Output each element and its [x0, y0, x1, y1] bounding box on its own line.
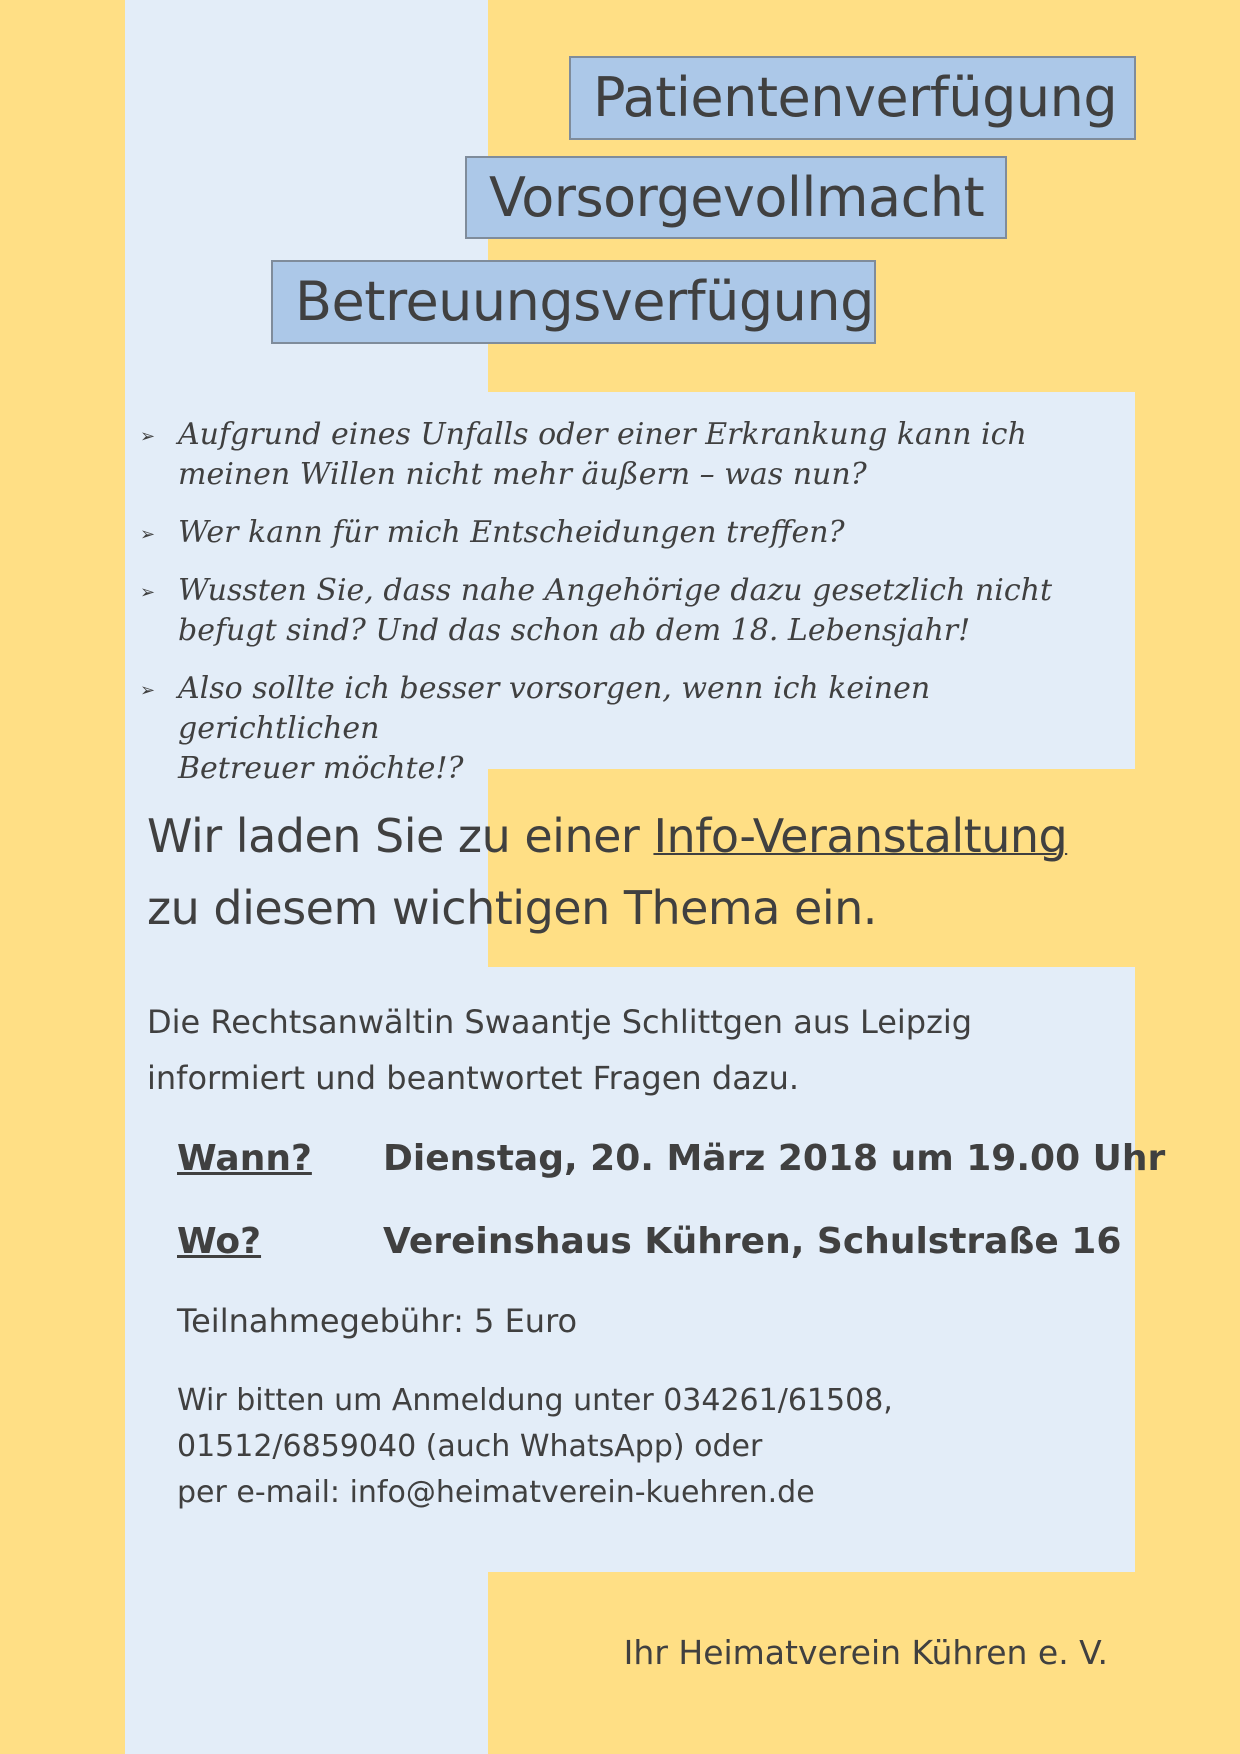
arrow-bullet-icon: ➢: [140, 426, 156, 447]
participation-fee: Teilnahmegebühr: 5 Euro: [177, 1302, 578, 1340]
title-vorsorgevollmacht: Vorsorgevollmacht: [465, 156, 1007, 239]
where-label: Wo?: [177, 1221, 262, 1262]
question-list: [140, 415, 1130, 807]
speaker-intro: Die Rechtsanwältin Swaantje Schlittgen aus Leipzig informiert und beantwortet Fragen dazu.: [147, 1003, 973, 1097]
arrow-bullet-icon: ➢: [140, 524, 156, 545]
list-item: ➢ Aufgrund eines Unfalls oder einer Erkrankung kann ich meinen Willen nicht mehr äußern – was nun?: [140, 417, 1027, 492]
list-item: ➢ Also sollte ich besser vorsorgen, wenn ich keinen gerichtlichen Betreuer möchte!?: [140, 671, 931, 786]
when-value: Dienstag, 20. März 2018 um 19.00 Uhr: [383, 1138, 1166, 1179]
when-label: Wann?: [177, 1138, 312, 1179]
arrow-bullet-icon: ➢: [140, 680, 156, 701]
list-item: ➢ Wer kann für mich Entscheidungen treffen?: [140, 513, 1130, 553]
where-value: Vereinshaus Kühren, Schulstraße 16: [383, 1221, 1122, 1262]
title-patientenverfuegung: Patientenverfügung: [569, 56, 1136, 140]
registration-info: Wir bitten um Anmeldung unter 034261/61508, 01512/6859040 (auch WhatsApp) oder per e-mail: info@heimatverein-kuehren.de: [177, 1383, 893, 1510]
signature: Ihr Heimatverein Kühren e. V.: [623, 1633, 1108, 1672]
list-item: ➢ Wussten Sie, dass nahe Angehörige dazu gesetzlich nicht befugt sind? Und das schon ab dem 18. Lebensjahr!: [140, 573, 1053, 648]
invitation-heading: Wir laden Sie zu einer Info-Veranstaltung zu diesem wichtigen Thema ein.: [147, 809, 1068, 935]
arrow-bullet-icon: ➢: [140, 582, 156, 603]
info-event-highlight: Info-Veranstaltung: [653, 809, 1068, 863]
title-betreuungsverfuegung: Betreuungsverfügung: [271, 260, 876, 344]
